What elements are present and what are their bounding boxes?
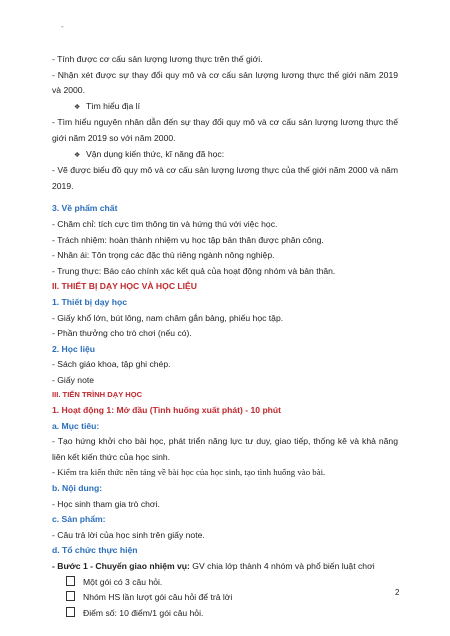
page-number: 2	[395, 588, 400, 597]
text-line: - Nhân ái: Tôn trọng các đặc thù riêng ngành nông nghiệp.	[52, 250, 275, 261]
checkbox-bullet-icon	[66, 591, 75, 601]
subsection-heading: b. Nội dung:	[52, 483, 103, 494]
text-line: - Giấy khổ lớn, bút lông, nam châm gắn bảng, phiếu học tập.	[52, 312, 284, 323]
text-line: - Nhận xét được sự thay đổi quy mô và cơ cấu sản lượng lương thực thế giới năm 2019 và 2000.	[52, 69, 398, 96]
checkbox-bullet-icon	[66, 576, 75, 586]
text-line: - Học sinh tham gia trò chơi.	[52, 498, 160, 509]
activity-heading: 1. Hoạt động 1: Mở đầu (Tình huống xuất phát) - 10 phút	[52, 405, 282, 416]
section-heading: II. THIẾT BỊ DẠY HỌC VÀ HỌC LIỆU	[52, 281, 197, 292]
subheading-text: Vận dụng kiến thức, kĩ năng đã học:	[86, 148, 225, 159]
text-line: - Tính được cơ cấu sản lượng lương thực trên thế giới.	[52, 54, 263, 64]
subsection-heading: d. Tổ chức thực hiện	[52, 545, 138, 556]
checkbox-bullet-icon	[66, 607, 75, 617]
header-mark: -	[61, 22, 64, 31]
text-line: - Câu trả lời của học sinh trên giấy note.	[52, 529, 205, 540]
diamond-bullet-icon: ❖	[74, 103, 81, 111]
list-item	[52, 590, 398, 606]
text-line: - Vẽ được biểu đồ quy mô và cơ cấu sản lượng lương thực của thế giới năm 2000 và năm 2019.	[52, 165, 398, 191]
step-label: - Bước 1 - Chuyển giao nhiệm vụ:	[52, 561, 190, 571]
list-item-text: Điểm số: 10 điểm/1 gói câu hỏi.	[83, 607, 204, 618]
subheading	[52, 99, 398, 116]
text-line: - Chăm chỉ: tích cực tìm thông tin và hứng thú với việc học.	[52, 218, 278, 229]
list-item-text: Một gói có 3 câu hỏi.	[83, 576, 163, 587]
subsection-heading: c. Sản phẩm:	[52, 514, 106, 525]
list-item	[52, 575, 398, 591]
subsection-heading: 1. Thiết bị dạy học	[52, 296, 127, 307]
text-line: - Sách giáo khoa, tập ghi chép.	[52, 359, 171, 370]
text-line: - Trách nhiệm: hoàn thành nhiệm vụ học tập bản thân được phân công.	[52, 234, 324, 245]
text-line: - Phần thưởng cho trò chơi (nếu có).	[52, 328, 192, 339]
page-content	[52, 52, 398, 621]
subheading-text: Tìm hiểu địa lí	[86, 100, 140, 111]
text-line: - Giấy note	[52, 374, 95, 385]
list-item-text: Nhóm HS lần lượt gói câu hỏi để trả lời	[83, 592, 233, 603]
subsection-heading: a. Mục tiêu:	[52, 420, 100, 431]
text-line: - Trung thực: Báo cáo chính xác kết quả của hoạt động nhóm và bản thân.	[52, 265, 336, 276]
section-heading: 3. Về phẩm chất	[52, 203, 118, 214]
list-item	[52, 606, 398, 622]
diamond-bullet-icon: ❖	[74, 151, 81, 159]
text-line: - Tìm hiểu nguyên nhân dẫn đến sự thay đổi quy mô và cơ cấu sản lượng lương thực thế giới năm 2019 so với năm 2000.	[52, 117, 398, 143]
subsection-heading: 2. Học liệu	[52, 343, 95, 354]
step-line	[52, 559, 398, 575]
text-line: - Tạo hứng khởi cho bài học, phát triển năng lực tư duy, giao tiếp, thống kê và khả năng liên kết kiến thức của học sinh.	[52, 436, 398, 462]
step-text: GV chia lớp thành 4 nhóm và phổ biến luật chơi	[189, 561, 375, 571]
section-heading: III. TIẾN TRÌNH DẠY HỌC	[52, 390, 143, 400]
text-line: - Kiểm tra kiến thức nền tảng về bài học của học sinh, tạo tình huống vào bài.	[52, 467, 326, 478]
subheading	[52, 147, 398, 164]
